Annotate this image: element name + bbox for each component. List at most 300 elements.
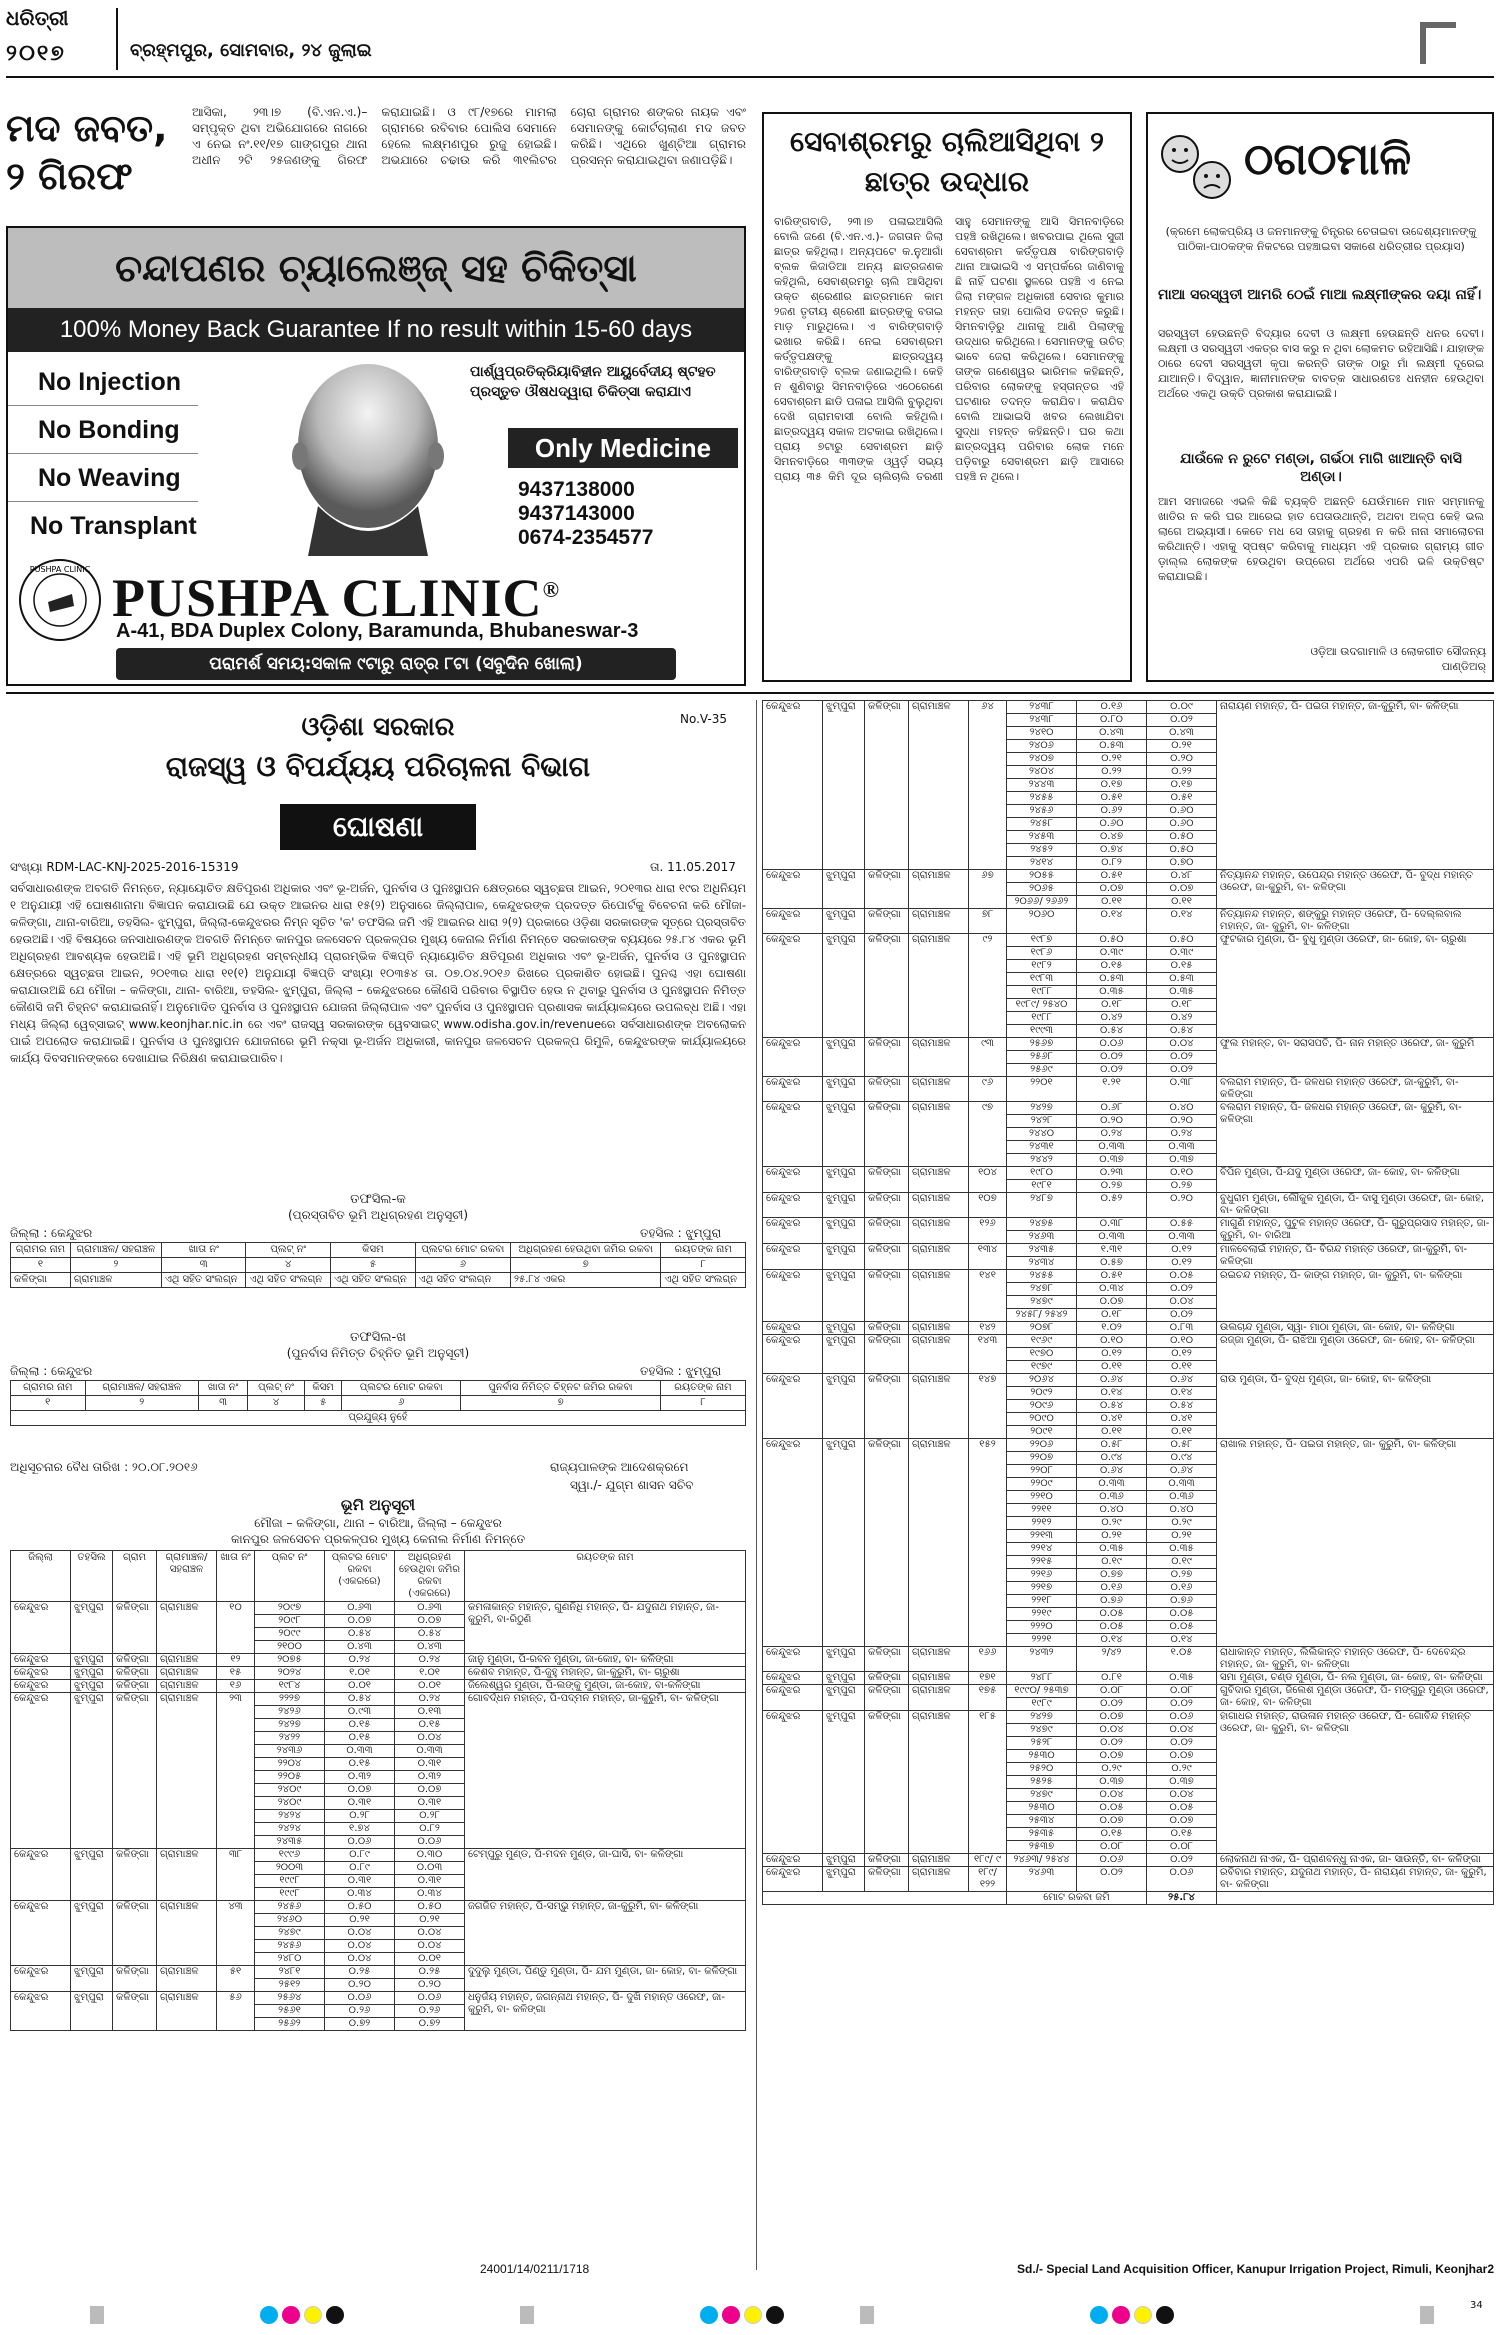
rescue-headline: ସେବାଶ୍ରମରୁ ଚାଲିଆସିଥିବା ୨ ଛାତ୍ର ଉଦ୍ଧାର <box>790 125 1104 198</box>
total-area-cell: ୦.୫୧ <box>1077 792 1147 805</box>
khata-cell: ୯୩ <box>969 1038 1007 1077</box>
acquired-area-cell: ୦.୭୬ <box>1147 1595 1217 1608</box>
plot-cell: ୧୯୮୩ <box>1007 973 1077 986</box>
table-header-row <box>11 1381 746 1396</box>
total-area-cell: ୦.୦୨ <box>1077 1698 1147 1711</box>
acquired-area-cell: ୦.୩୪ <box>395 1888 465 1901</box>
yellow-dot <box>304 2306 322 2324</box>
total-area-cell: ୦.୧୧ <box>1077 1361 1147 1374</box>
table-row <box>11 1411 746 1426</box>
acquired-area-cell: ୦.୨୯ <box>1147 1763 1217 1776</box>
plot-cell: ୨୪୫୮ <box>1007 818 1077 831</box>
tehsil-cell: ଝୁମ୍ପୁରା <box>823 1685 865 1711</box>
plot-cell: ୨୨୧୩ <box>1007 1530 1077 1543</box>
total-area-cell: ୦.୩୪ <box>325 1888 395 1901</box>
village-cell: କଳିଙ୍ଗା <box>865 1439 909 1647</box>
total-area-cell: ୦.୨୮ <box>325 1810 395 1823</box>
table-row <box>11 1849 746 1862</box>
color-registration-mark <box>700 2306 788 2328</box>
plot-cell: ୨୫୬୨ <box>255 2018 325 2031</box>
table-row <box>11 1654 746 1667</box>
acquired-area-cell: ୦.୮୩ <box>1147 1322 1217 1335</box>
khata-cell: ୧୪୭ <box>969 1374 1007 1439</box>
acquired-area-cell: ୦.୩୫ <box>1147 1672 1217 1685</box>
plot-cell: ୨୪୬୦ <box>255 1914 325 1927</box>
acquired-area-cell: ୦.୩୧ <box>395 1875 465 1888</box>
khata-cell: ୬୪ <box>969 701 1007 870</box>
village-cell: କଳିଙ୍ଗା <box>865 934 909 1038</box>
land-table-left <box>10 1550 746 2031</box>
acquired-area-cell: ୦.୦୬ <box>1147 1867 1217 1892</box>
table-header-cell: ଖାତା ନଂ <box>217 1551 255 1602</box>
plot-cell: ୨୦୯୬ <box>1007 1400 1077 1413</box>
total-area-cell: ୦.୩୯ <box>1077 947 1147 960</box>
acquired-area-cell: ୦.୨୧ <box>395 1914 465 1927</box>
owner-cell: ଫୁଲ ମହାନ୍ତ, ବା- ସରାସପତି, ପି- ନାନ ମହାନ୍ତ ଓରେଫ, ଜା- କୁରୁମି <box>1217 1038 1494 1077</box>
tehsil-cell: ଝୁମ୍ପୁରା <box>71 1602 113 1654</box>
tehsil-cell: ଝୁମ୍ପୁରା <box>823 1322 865 1335</box>
table-row <box>763 870 1494 883</box>
table-cell: ୪ <box>246 1258 331 1273</box>
plot-cell: ୨୪୮୦ <box>255 1953 325 1966</box>
total-area-cell: ୦.୦୪ <box>1077 1724 1147 1737</box>
acquired-area-cell: ୦.୦୨ <box>1147 1737 1217 1750</box>
plot-cell: ୨୪୬୩ <box>1007 1867 1077 1892</box>
village-cell: କଳିଙ୍ଗା <box>113 1680 157 1693</box>
area-cell: ଗ୍ରାମାଞ୍ଚଳ <box>157 1667 217 1680</box>
plot-cell: ୨୪୧୦ <box>1007 727 1077 740</box>
area-cell: ଗ୍ରାମାଞ୍ଚଳ <box>909 1038 969 1077</box>
acquired-area-cell: ୦.୩୩ <box>1147 1478 1217 1491</box>
area-cell: ଗ୍ରାମାଞ୍ଚଳ <box>909 1077 969 1102</box>
acquired-area-cell: ୦.୦୪ <box>395 1732 465 1745</box>
plot-cell: ୨୨୧୦ <box>1007 1491 1077 1504</box>
district-cell: କେନ୍ଦୁଝର <box>763 909 823 934</box>
tehsil-label: ତହସିଲ : ଝୁମ୍ପୁରା <box>640 1226 722 1240</box>
total-area-cell: ୦.୧୪ <box>1077 1634 1147 1647</box>
table-cell: ୨ <box>70 1258 161 1273</box>
village-cell: କଳିଙ୍ଗା <box>865 1102 909 1167</box>
total-area-cell: ୦.୭୬ <box>1077 1595 1147 1608</box>
total-area-cell: ୦.୨୪ <box>1077 1128 1147 1141</box>
acquired-area-cell: ୦.୫୧ <box>1147 792 1217 805</box>
khata-cell: ୪୩ <box>217 1901 255 1966</box>
acquired-area-cell: ୦.୦୧ <box>395 1680 465 1693</box>
district-cell: କେନ୍ଦୁଝର <box>763 1867 823 1892</box>
phone-number: 9437143000 <box>518 502 635 525</box>
guarantee-banner: 100% Money Back Guarantee If no result within 15-60 days <box>8 308 744 352</box>
total-area-cell: ୦.୨୧ <box>1077 753 1147 766</box>
total-area-cell: ୦.୦୮ <box>1077 1685 1147 1698</box>
table-header-cell: ଗ୍ରାମାଞ୍ଚଳ/ ସହରାଞ୍ଚଳ <box>157 1551 217 1602</box>
total-area-cell: ୦.୩୩ <box>1077 1141 1147 1154</box>
total-area-cell: ୦.୨୨ <box>1077 766 1147 779</box>
khata-cell: ୧୪୨ <box>969 1322 1007 1335</box>
table-cell: ଏଥି ସହିତ ସଂଲଗ୍ନ <box>246 1273 331 1288</box>
total-area-cell: ୦.୦୪ <box>325 1953 395 1966</box>
acquired-area-cell: ୦.୨୦ <box>1147 753 1217 766</box>
acquired-area-cell: ୦.୫୦ <box>1147 844 1217 857</box>
acquired-area-cell: ୦.୧୧ <box>1147 1361 1217 1374</box>
print-marks <box>0 2300 1500 2330</box>
plot-cell: ୨୪୫୬ <box>255 1940 325 1953</box>
table-header-cell: ରୟତଙ୍କ ନାମ <box>465 1551 746 1602</box>
khata-cell: ୧୫ <box>217 1667 255 1680</box>
tehsil-label-b: ତହସିଲ : ଝୁମ୍ପୁରା <box>640 1364 722 1378</box>
notice-right-column <box>762 700 1494 2280</box>
village-cell: କଳିଙ୍ଗା <box>865 1672 909 1685</box>
tehsil-cell: ଝୁମ୍ପୁରା <box>823 1077 865 1102</box>
tehsil-cell: ଝୁମ୍ପୁରା <box>823 870 865 909</box>
acquired-area-cell: ୧.୦୫ <box>1147 1647 1217 1672</box>
plot-cell: ୧୯୮୧ <box>1007 1180 1077 1193</box>
khata-cell: ୧୨ <box>217 1654 255 1667</box>
total-area-cell: ୧.୨୧ <box>1077 1077 1147 1102</box>
total-area-cell: ୦.୭୭ <box>1077 1569 1147 1582</box>
total-area-cell: ୦.୪୧ <box>1077 1413 1147 1426</box>
acquired-area-cell: ୦.୫୦ <box>1147 831 1217 844</box>
clinic-name-text: PUSHPA CLINIC <box>112 568 543 628</box>
area-cell: ଗ୍ରାମାଞ୍ଚଳ <box>157 1602 217 1654</box>
acquired-area-cell: ୦.୨୯ <box>1147 1517 1217 1530</box>
total-area-cell: ୦.୦୭ <box>325 1784 395 1797</box>
acquired-area-cell: ୦.୨୪ <box>1147 1128 1217 1141</box>
plot-cell: ୨୪୬୩ <box>1007 1231 1077 1244</box>
district-cell: କେନ୍ଦୁଝର <box>763 1193 823 1218</box>
notice-govt: ଓଡ଼ିଶା ସରକାର <box>301 712 455 742</box>
district-cell: କେନ୍ଦୁଝର <box>763 1439 823 1647</box>
village-cell: କଳିଙ୍ଗା <box>865 1711 909 1854</box>
black-dot <box>1156 2306 1174 2324</box>
table-row <box>763 1867 1494 1892</box>
total-area-cell: ୦.୨୩ <box>1077 1167 1147 1180</box>
saying-1-explanation: ସରସ୍ୱତୀ ହେଉଛନ୍ତି ବିଦ୍ୟାର ଦେବୀ ଓ ଲକ୍ଷ୍ମୀ ହେଉଛନ୍ତି ଧନର ଦେବୀ। ଲକ୍ଷ୍ମୀ ଓ ସରସ୍ୱତୀ ଏକତ୍ର ବାସ କରୁ ନ ଥିବା ଲୋକମତ ରହିଆସିଛି। ଯାହାଙ୍କ ଠାରେ ଦେବୀ ସରସ୍ୱତୀ କୃପା କରନ୍ତି ତାଙ୍କ ଠାରୁ ମାଁ ଲକ୍ଷ୍ମୀ ଦୂରେଇ ଯାଆନ୍ତି। ବିଦ୍ୱାନ, ଜ୍ଞାନୀମାନଙ୍କ ବାବତ୍କ ସାଧାରଣତଃ ଧନହୀନ ହେଉଥିବା ଅର୍ଥରେ ଏକଥି ଉକ୍ତି ପ୍ରକାଶ କରାଯାଇଛି। <box>1158 327 1484 400</box>
tehsil-cell: ଝୁମ୍ପୁରା <box>823 1374 865 1439</box>
acquired-area-cell: ୦.୦୧ <box>395 1953 465 1966</box>
acquired-area-cell: ୦.୩୩ <box>395 1745 465 1758</box>
clinic-seal <box>18 558 102 642</box>
table-header-cell: ପ୍ଲଟର ମୋଟ ରକବା <box>415 1243 510 1258</box>
khata-cell: ୧୭୧ <box>969 1672 1007 1685</box>
gray-mark <box>520 2306 534 2324</box>
notice-ref: No.V-35 <box>680 712 728 726</box>
tehsil-cell: ଝୁମ୍ପୁରା <box>823 701 865 870</box>
plot-cell: ୨୪୨୭ <box>1007 1711 1077 1724</box>
khata-cell: ୧୨୬ <box>969 1218 1007 1244</box>
plot-cell: ୨୨୨୦ <box>1007 1621 1077 1634</box>
total-area-cell: ୦.୦୭ <box>1077 1815 1147 1828</box>
plot-cell: ୧୯୯୬ <box>255 1849 325 1862</box>
total-area-cell: ୦.୫୭ <box>1077 1257 1147 1270</box>
area-cell: ଗ୍ରାମାଞ୍ଚଳ <box>909 1322 969 1335</box>
table-cell: ୩ <box>198 1396 247 1411</box>
total-area-cell: ୦.୫୪ <box>1077 1025 1147 1038</box>
faces-icon <box>1156 124 1236 214</box>
treatment-note: ପାର୍ଶ୍ୱପ୍ରତିକ୍ରିୟାବିହୀନ ଆୟୁର୍ବେଦୀୟ ଷ୍ଟହତ ପ୍ରସ୍ତୁତ ଔଷଧଦ୍ୱାରା ଚିକିତ୍ସା କରାଯାଏ <box>470 364 716 400</box>
acquired-area-cell: ୦.୨୪ <box>395 1693 465 1706</box>
khata-cell: ୯୭ <box>969 1102 1007 1167</box>
table-header-cell: ଜିଲ୍ଲା <box>11 1551 71 1602</box>
acquired-area-cell: ୦.୬୩ <box>395 1602 465 1615</box>
total-area-cell: ୦.୦୬ <box>325 1836 395 1849</box>
tehsil-cell: ଝୁମ୍ପୁରା <box>823 1439 865 1647</box>
total-area-cell: ୦.୫୧ <box>1077 870 1147 883</box>
acquired-area-cell: ୦.୩୦ <box>395 1849 465 1862</box>
table-row <box>11 1680 746 1693</box>
total-area-cell: ୦.୦୨ <box>1077 1064 1147 1077</box>
acquired-area-cell: ୦.୩୬ <box>1147 1491 1217 1504</box>
total-area-cell: ୦.୦୪ <box>325 1940 395 1953</box>
table-row <box>763 1854 1494 1867</box>
not-applicable-cell: ପ୍ରଯୁଜ୍ୟ ନୁହେଁ <box>11 1411 746 1426</box>
table-row <box>763 1374 1494 1387</box>
plot-cell: ୨୪୭୯ <box>1007 1296 1077 1309</box>
total-area-cell: ୧.୦୧ <box>325 1667 395 1680</box>
plot-cell: ୨୫୩୦ <box>1007 1802 1077 1815</box>
acquired-area-cell: ୦.୦୭ <box>1147 1750 1217 1763</box>
owner-cell: ରାଖାଲ ମହାନ୍ତ, ପି- ପଇତା ମହାନ୍ତ, ଜା- କୁରୁମି, ବା- କଳିଙ୍ଗା <box>1217 1439 1494 1647</box>
total-area-cell: ୦.୩୮ <box>1077 1218 1147 1231</box>
news-seizure <box>6 104 746 210</box>
memo-no: ସଂଖ୍ୟା RDM-LAC-KNJ-2025-2016-15319 <box>10 860 239 874</box>
table-row <box>763 1038 1494 1051</box>
plot-cell: ୨୫୬୭ <box>1007 1038 1077 1051</box>
plot-cell: ୨୪୦୪ <box>1007 766 1077 779</box>
total-area-cell: ୦.୧୫ <box>325 1732 395 1745</box>
plot-cell: ୧୯୯୦/ ୨୫୩୭ <box>1007 1685 1077 1698</box>
bald-head-illustration <box>278 356 458 556</box>
total-area-cell: ୦.୬୨ <box>1077 805 1147 818</box>
total-area-cell: ୦.୩୪ <box>1077 1283 1147 1296</box>
owner-cell: ଜାନୁ ମୁଣ୍ଡା, ପି-ରବନ ମୁଣ୍ଡା, ଜା-କୋହ, ବା- କଳିଙ୍ଗା <box>465 1654 746 1667</box>
clinic-ad-title: ଚନ୍ଦାପଣର ଚ୍ୟାଲେଞ୍ଜ୍ ସହ ଚିକିତ୍ସା <box>8 228 744 308</box>
plot-cell: ୨୪୫୫ <box>1007 792 1077 805</box>
acquired-area-cell: ୦.୬୪ <box>1147 1465 1217 1478</box>
owner-cell: ରବିବାର ମହାନ୍ତ, ଯଦୁନାଥ ମହାନ୍ତ, ପି- ନାରାୟଣ ମହାନ୍ତ, ଜା- କୁରୁମି, ବା- କଳିଙ୍ଗା <box>1217 1867 1494 1892</box>
district-cell: କେନ୍ଦୁଝର <box>763 1270 823 1322</box>
plot-cell: ୧୯୯୮ <box>255 1875 325 1888</box>
plot-cell: ୨୦୭୮ <box>1007 1322 1077 1335</box>
table-cell: ୮ <box>661 1258 746 1273</box>
acquired-area-cell: ୦.୦୫ <box>1147 1802 1217 1815</box>
total-area-cell: ୦.୯୩ <box>325 1706 395 1719</box>
total-area-cell: ୦.୧୫ <box>325 1758 395 1771</box>
tehsil-cell: ଝୁମ୍ପୁରା <box>71 1901 113 1966</box>
acquired-area-cell: ୧.୦୧ <box>395 1667 465 1680</box>
area-cell: ଗ୍ରାମାଞ୍ଚଳ <box>157 1849 217 1901</box>
village-cell: କଳିଙ୍ଗା <box>113 1849 157 1901</box>
village-cell: କଳିଙ୍ଗା <box>113 1667 157 1680</box>
table-cell: ୪ <box>248 1396 305 1411</box>
total-area-cell: ୦.୫୪ <box>325 1628 395 1641</box>
plot-cell: ୨୦୯୯ <box>255 1628 325 1641</box>
tehsil-cell: ଝୁମ୍ପୁରା <box>823 1711 865 1854</box>
village-cell: କଳିଙ୍ଗା <box>865 1270 909 1322</box>
district-cell: କେନ୍ଦୁଝର <box>763 1167 823 1193</box>
acquired-area-cell: ୦.୧୪ <box>1147 909 1217 934</box>
total-area-cell: ୦.୫୪ <box>1077 1400 1147 1413</box>
acquired-area-cell: ୦.୮୨ <box>395 1823 465 1836</box>
village-cell: କଳିଙ୍ଗା <box>865 1685 909 1711</box>
acquired-area-cell: ୦.୬୪ <box>1147 1374 1217 1387</box>
plot-cell: ୨୪୨୭ <box>1007 1102 1077 1115</box>
saying-2-explanation: ଆମ ସମାଜରେ ଏଭଳି କିଛି ବ୍ୟକ୍ତି ଅଛନ୍ତି ଯେଉଁମାନେ ମାନ ସମ୍ମାନକୁ ଖାତିର ନ କରି ଘର ଆରେଇ ହାତ ପେତାଉଥାନ୍ତି, ଅଥବା ଅଳ୍ପ କେହି ଭଲ ଲାଗେ ଅଭ୍ୟାସୀ। କେତେ ମଧ ସେ ତାହାକୁ ଗ୍ରହଣ ନ କରି ନାନା ସମାଲୋଚନା କରିଥାନ୍ତି। ଏହାକୁ ସ୍ପଷ୍ଟ କରିବାକୁ ମାଧ୍ୟମ ଏହି ପ୍ରକାର ଗ୍ରାମ୍ୟ ଗୀତ ଡ଼ାଲ୍ଲ ଲୋକଙ୍କ ହେଉଥିବା ଉପ୍ରେଗ ଅର୍ଥରେ ଏପରି ଭଳି ଉକ୍ତିଷ୍ଟ କରାଯାଇଛି। <box>1158 495 1484 583</box>
owner-cell: ଧନୁର୍ଜୟ ମହାନ୍ତ, ଜଗନ୍ନାଥ ମହାନ୍ତ, ପି- ଦୁଖି ମହାନ୍ତ ଓରେଫ, ଜା- କୁରୁମି, ବା- କଳିଙ୍ଗା <box>465 1992 746 2031</box>
notice-title: ଘୋଷଣା <box>280 804 476 850</box>
table-header-cell: ଗ୍ରାମାଞ୍ଚଳ/ ସହରାଞ୍ଚଳ <box>85 1381 198 1396</box>
acquired-area-cell: ୦.୦୭ <box>395 1784 465 1797</box>
total-area-cell: ୦.୨୪ <box>325 1654 395 1667</box>
table-row <box>11 1901 746 1914</box>
owner-cell: ଗୋବର୍ଦ୍ଧନ ମହାନ୍ତ, ପି-ପଦ୍ମନ ମହାନ୍ତ, ଜା-କୁରୁମି, ବା- କଳିଙ୍ଗା <box>465 1693 746 1849</box>
area-cell: ଗ୍ରାମାଞ୍ଚଳ <box>909 1867 969 1892</box>
plot-cell: ୨୨୦୧ <box>1007 1077 1077 1102</box>
tehsil-cell: ଝୁମ୍ପୁରା <box>71 1693 113 1849</box>
total-area-cell: ୦.୦୭ <box>1077 1750 1147 1763</box>
total-area-cell: ୦.୬୩ <box>325 1602 395 1615</box>
plot-cell: ୧୯୮୮ <box>1007 1012 1077 1025</box>
total-area-cell: ୦.୨୦ <box>325 1979 395 1992</box>
area-cell: ଗ୍ରାମାଞ୍ଚଳ <box>909 1672 969 1685</box>
acquired-area-cell: ୦.୪୦ <box>1147 1504 1217 1517</box>
owner-cell: ବଲରାମ ମହାନ୍ତ, ପି- ଜଳଧର ମହାନ୍ତ ଓରେଫ, ଜା-କୁରୁମି, ବା- କଳିଙ୍ଗା <box>1217 1077 1494 1102</box>
owner-cell: ମାଗୁଣି ମହାନ୍ତ, ପୁଟୁଳ ମହାନ୍ତ ଓରେଫ, ପି- ଗୁରୁପ୍ରସାଦ ମହାନ୍ତ, ଜା- କୁରୁମି, ବା- ବାରିଆ <box>1217 1218 1494 1244</box>
total-area-cell: ୦.୧୪ <box>1077 1387 1147 1400</box>
plot-cell: ୧୯୮୯ <box>1007 1698 1077 1711</box>
village-cell: କଳିଙ୍ଗା <box>865 1077 909 1102</box>
district-cell: କେନ୍ଦୁଝର <box>763 1322 823 1335</box>
thagamali-box <box>1146 112 1494 682</box>
memo-date: ତା. 11.05.2017 <box>650 860 736 874</box>
district-cell: କେନ୍ଦୁଝର <box>11 1654 71 1667</box>
plot-cell: ୨୫୩୭ <box>1007 1841 1077 1854</box>
acquired-area-cell: ୦.୦୬ <box>395 1836 465 1849</box>
village-cell: କଳିଙ୍ଗା <box>865 701 909 870</box>
acquired-area-cell: ୦.୬୦ <box>1147 818 1217 831</box>
plot-cell: ୨୦୯୮ <box>255 1615 325 1628</box>
owner-cell: ଲୋକନାଥ ନାଏକ, ପି- ପ୍ରାଣବନ୍ଧୁ ନାଏକ, ଜା- ସାଉନ୍ତି, ବା- କଳିଙ୍ଗା <box>1217 1854 1494 1867</box>
acquired-area-cell: ୦.୩୫ <box>1147 986 1217 999</box>
plot-cell: ୨୪୬୩/ ୨୫୪୪ <box>1007 1854 1077 1867</box>
plot-cell: ୨୫୩୪ <box>1007 1815 1077 1828</box>
acquired-area-cell: ୦.୧୭ <box>1147 779 1217 792</box>
tehsil-cell: ଝୁମ୍ପୁରା <box>823 1270 865 1322</box>
khata-cell: ୧୪୧ <box>969 1270 1007 1322</box>
acquired-area-cell: ୦.୪୧ <box>1147 1413 1217 1426</box>
table-cell: କଳିଙ୍ଗା <box>11 1273 71 1288</box>
phone-number: 9437138000 <box>518 478 635 501</box>
total-area-cell: ୦.୩୩ <box>1077 1478 1147 1491</box>
district-cell: କେନ୍ଦୁଝର <box>763 1711 823 1854</box>
district-cell: କେନ୍ଦୁଝର <box>11 1680 71 1693</box>
no-item: No Injection <box>8 358 198 406</box>
owner-cell: ନିତ୍ୟାନନ୍ଦ ମହାନ୍ତ, ଶଙ୍କୁରୁ ମହାନ୍ତ ଓରେଫ, ପି- ଦେଲ୍ଲବାଲ ମହାନ୍ତ, ଜା- କୁରୁମି, ବା- କଳିଙ୍ଗା <box>1217 909 1494 934</box>
table-cell: ୬ <box>415 1258 510 1273</box>
total-area-cell: ୦.୦୭ <box>1077 1296 1147 1309</box>
district-cell: କେନ୍ଦୁଝର <box>763 1218 823 1244</box>
total-area-cell: ୨/୪୨ <box>1077 1647 1147 1672</box>
district-cell: କେନ୍ଦୁଝର <box>763 1077 823 1102</box>
tehsil-cell: ଝୁମ୍ପୁରା <box>823 1672 865 1685</box>
owner-cell: ବିପିନ ମୁଣ୍ଡା, ପି-ଯଦୁ ମୁଣ୍ଡା ଓରେଫ, ଜା- କୋହ, ବା- କଳିଙ୍ଗା <box>1217 1167 1494 1193</box>
plot-cell: ୨୪୩୫ <box>255 1836 325 1849</box>
plot-cell: ୨୨୨୧ <box>1007 1634 1077 1647</box>
table-header-cell: ପ୍ଲଟର ମୋଟ ରକବା <box>342 1381 461 1396</box>
plot-cell: ୨୨୧୬ <box>1007 1569 1077 1582</box>
total-area-cell: ୦.୫୨ <box>1077 1193 1147 1218</box>
table-row <box>11 1667 746 1680</box>
plot-cell: ୨୪୭୮ <box>1007 1283 1077 1296</box>
plot-cell: ୧୯୮୨ <box>1007 960 1077 973</box>
plot-cell: ୨୨୦୯ <box>1007 1478 1077 1491</box>
total-area-cell: ୦.୨୧ <box>1077 1530 1147 1543</box>
no-item: No Transplant <box>30 512 197 540</box>
acquired-area-cell: ୦.୦୪ <box>1147 1296 1217 1309</box>
plot-cell: ୨୦୯୭ <box>255 1602 325 1615</box>
acquired-area-cell: ୦.୦୪ <box>1147 1724 1217 1737</box>
magenta-dot <box>722 2306 740 2324</box>
validity-date: ଅଧିସୂଚନାର ବୈଧ ତାରିଖ : ୨୦.୦୮.୨୦୧୬ <box>10 1460 198 1474</box>
area-cell: ଗ୍ରାମାଞ୍ଚଳ <box>157 1992 217 2031</box>
plot-cell: ୨୨୦୮ <box>1007 1465 1077 1478</box>
district-cell: କେନ୍ଦୁଝର <box>763 870 823 909</box>
cyan-dot <box>700 2306 718 2324</box>
tehsil-cell: ଝୁମ୍ପୁରା <box>823 1335 865 1374</box>
total-area-cell: ୦.୫୦ <box>1077 934 1147 947</box>
tehsil-cell: ଝୁମ୍ପୁରା <box>71 1992 113 2031</box>
total-area-cell: ୦.୦୬ <box>1077 1854 1147 1867</box>
plot-cell: ୨୨୧୧ <box>1007 1504 1077 1517</box>
area-cell: ଗ୍ରାମାଞ୍ଚଳ <box>909 1374 969 1439</box>
plot-cell: ୨୪୩୫ <box>1007 1244 1077 1257</box>
table-header-cell: ପ୍ଲଟର ମୋଟ ରକବା (ଏକରରେ) <box>325 1551 395 1602</box>
table-header-cell: ପୁନର୍ବାସ ନିମିତ୍ତ ଚିହ୍ନଟ ଜମିର ରକବା <box>461 1381 661 1396</box>
district-cell: କେନ୍ଦୁଝର <box>11 1901 71 1966</box>
plot-cell: ୨୪୭୯ <box>255 1927 325 1940</box>
total-area-cell: ୦.୧୫ <box>1077 1828 1147 1841</box>
tehsil-cell: ଝୁମ୍ପୁରା <box>823 1193 865 1218</box>
area-cell: ଗ୍ରାମାଞ୍ଚଳ <box>157 1654 217 1667</box>
acquired-area-cell: ୦.୦୨ <box>1147 1698 1217 1711</box>
table-header-cell: କିସମ <box>304 1381 342 1396</box>
khata-cell: ୫୧ <box>217 1966 255 1992</box>
plot-cell: ୨୫୨୮ <box>1007 1737 1077 1750</box>
acquired-area-cell: ୦.୩୨ <box>395 1771 465 1784</box>
plot-cell: ୨୪୭୯ <box>1007 1724 1077 1737</box>
plot-cell: ୨୪୩୪ <box>1007 1257 1077 1270</box>
total-area-cell: ୦.୩୩ <box>325 1745 395 1758</box>
district-cell: କେନ୍ଦୁଝର <box>763 1672 823 1685</box>
paper-year: ୨୦୧୭ <box>6 40 66 66</box>
plot-cell: ୨୪୨୭ <box>255 1719 325 1732</box>
village-cell: କଳିଙ୍ଗା <box>113 1992 157 2031</box>
tehsil-cell: ଝୁମ୍ପୁରା <box>71 1849 113 1901</box>
plot-cell: ୨୫୬୮ <box>1007 1051 1077 1064</box>
total-area-cell: ୦.୪୦ <box>1077 1504 1147 1517</box>
total-area-cell: ୧.୦୨ <box>1077 1322 1147 1335</box>
area-cell: ଗ୍ରାମାଞ୍ଚଳ <box>909 1193 969 1218</box>
plot-cell: ୨୦୫୫ <box>1007 870 1077 883</box>
acquired-area-cell: ୦.୨୭ <box>1147 1180 1217 1193</box>
table-header-cell: ଖାତା ନଂ <box>161 1243 246 1258</box>
magenta-dot <box>1112 2306 1130 2324</box>
land-table-body-right <box>763 701 1494 1892</box>
total-area-cell: ୦.୩୫ <box>1077 986 1147 999</box>
table-cell: ଏଥି ସହିତ ସଂଲଗ୍ନ <box>415 1273 510 1288</box>
table-cell: ୭ <box>461 1396 661 1411</box>
village-cell: କଳିଙ୍ଗା <box>865 1193 909 1218</box>
khata-cell: ୧୮୯/ ୯ <box>969 1854 1007 1867</box>
